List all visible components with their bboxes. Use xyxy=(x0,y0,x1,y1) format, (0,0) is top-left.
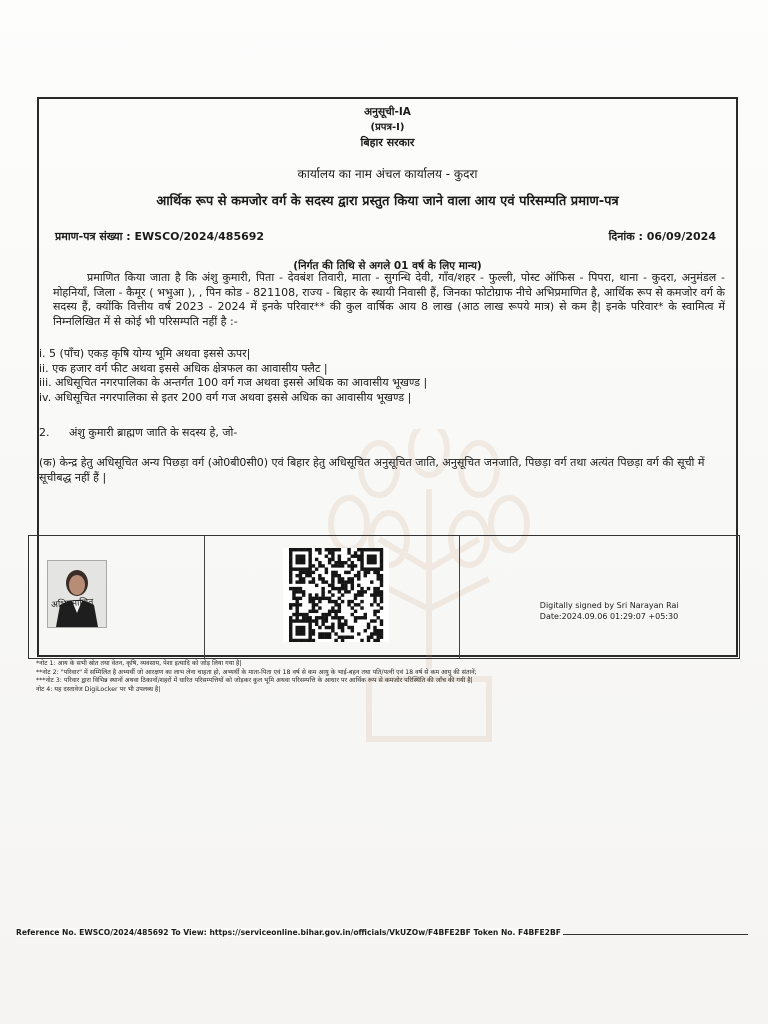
caste-paragraph: (क) केन्द्र हेतु अधिसूचित अन्य पिछड़ा वर्ग (ओ0बी0सी0) एवं बिहार हेतु अधिसूचित अनुसूचित जाति, अनुसूचित जनजाति, पिछड़ा वर्ग तथा अत्यंत पिछड़ा वर्ग की सूची में सूचीबद्ध नहीं हैं | xyxy=(39,456,705,484)
validity-note: (निर्गत की तिथि से अगले 01 वर्ष के लिए मान्य) xyxy=(293,260,482,272)
schedule-heading: अनुसूची-IA xyxy=(364,106,411,118)
signature-line-1: Digitally signed by Sri Narayan Rai xyxy=(539,601,679,610)
digital-signature xyxy=(540,600,679,622)
signature-cell xyxy=(460,536,739,658)
section-2-text: अंशु कुमारी ब्राह्मण जाति के सदस्य हे, जो- xyxy=(69,426,238,439)
person-photo-icon xyxy=(48,561,106,627)
certificate-title: आर्थिक रूप से कमजोर वर्ग के सदस्य द्वारा प्रस्तुत किया जाने वाला आय एवं परिसम्पति प्रमाण-पत्र xyxy=(156,194,619,209)
certificate-number: प्रमाण-पत्र संख्या : EWSCO/2024/485692 xyxy=(55,230,265,243)
footnote: ***नोट 3: परिवार द्वारा विभिन्न स्थानों अथवा ठिकानों/शहरों में धारित परिसम्पत्तियों को जोड़कर कुल भूमि अथवा परिसम्पत्ति के आधार पर आर्थिक रूप से कमजोर परिस्थिति की जाँच की गयी है| xyxy=(36,677,473,685)
footnote: नोट 4: यह दस्तावेज DigiLocker पर भी उपलब्ध है| xyxy=(36,685,161,693)
form-heading: (प्रपत्र-I) xyxy=(370,122,405,133)
asset-item: i. 5 (पाँच) एकड़ कृषि योग्य भूमि अथवा इससे ऊपर| xyxy=(39,347,251,360)
footnote: **नोट 2: "परिवार" में सम्मिलित है अभ्यर्थी जो आरक्षण का लाभ लेना चाहता हो, अभ्यर्थी के माता-पिता एवं 18 वर्ष से कम आयु के भाई-बहन तथा पति/पत्नी एवं 18 वर्ष से कम आयु की संतानें; xyxy=(36,668,477,676)
signature-line-2: Date:2024.09.06 01:29:07 +05:30 xyxy=(539,612,679,621)
reference-link[interactable]: Reference No. EWSCO/2024/485692 To View: https://serviceonline.bihar.gov.in/officials/VkUZOw/F4BFE2BF Token No. F4BFE2BF xyxy=(16,928,561,937)
certification-paragraph: प्रमाणित किया जाता है कि अंशु कुमारी, पिता - देवबंश तिवारी, माता - सुगन्धि देवी, गाँव/शहर - फुल्ली, पोस्ट ऑफिस - पिपरा, थाना - कुदरा, अनुमंडल - मोहनियाँ, जिला - कैमूर ( भभुआ ), , पिन कोड - 821108, राज्य - बिहार के स्थायी निवासी हैं, जिनका फोटोग्राफ नीचे अभिप्रमाणित है, आर्थिक रूप से कमजोर वर्ग के सदस्य हैं, क्योंकि वित्तीय वर्ष 2023 - 2024 में इनके परिवार** की कुल वार्षिक आय 8 लाख (आठ लाख रूपये मात्र) से कम है| इनके परिवार* के स्वामित्व में निम्नलिखित में से कोई भी परिसम्पति नहीं है :- xyxy=(53,271,725,328)
applicant-photo xyxy=(47,560,107,628)
section-2-number: 2. xyxy=(39,426,50,439)
asset-item: iv. अधिसूचित नगरपालिका से इतर 200 वर्ग गज अथवा इससे अधिक का आवासीय भूखण्ड | xyxy=(39,390,412,404)
asset-list xyxy=(39,347,699,405)
verification-strip xyxy=(28,535,740,659)
asset-item: iii. अधिसूचित नगरपालिका के अन्तर्गत 100 वर्ग गज अथवा इससे अधिक का आवासीय भूखण्ड | xyxy=(39,376,428,389)
asset-item: ii. एक हजार वर्ग फीट अथवा इससे अधिक क्षेत्रफल का आवासीय फ्लैट | xyxy=(39,361,328,375)
section-2 xyxy=(39,425,237,440)
office-name: कार्यालय का नाम अंचल कार्यालय - कुदरा xyxy=(297,167,478,181)
footnotes xyxy=(36,660,676,694)
certificate-date: दिनांक : 06/09/2024 xyxy=(608,230,716,243)
government-heading: बिहार सरकार xyxy=(360,136,415,149)
qr-code-icon xyxy=(283,548,389,642)
photo-cell xyxy=(29,536,205,658)
footnote: *नोट 1: आय के सभी स्रोत तथा वेतन, कृषि, व्यवसाय, पेशा इत्यादि को जोड़ लिया गया है| xyxy=(36,660,242,667)
qr-cell xyxy=(205,536,460,658)
attestation-caption: अभिप्रमाणित xyxy=(50,597,94,611)
